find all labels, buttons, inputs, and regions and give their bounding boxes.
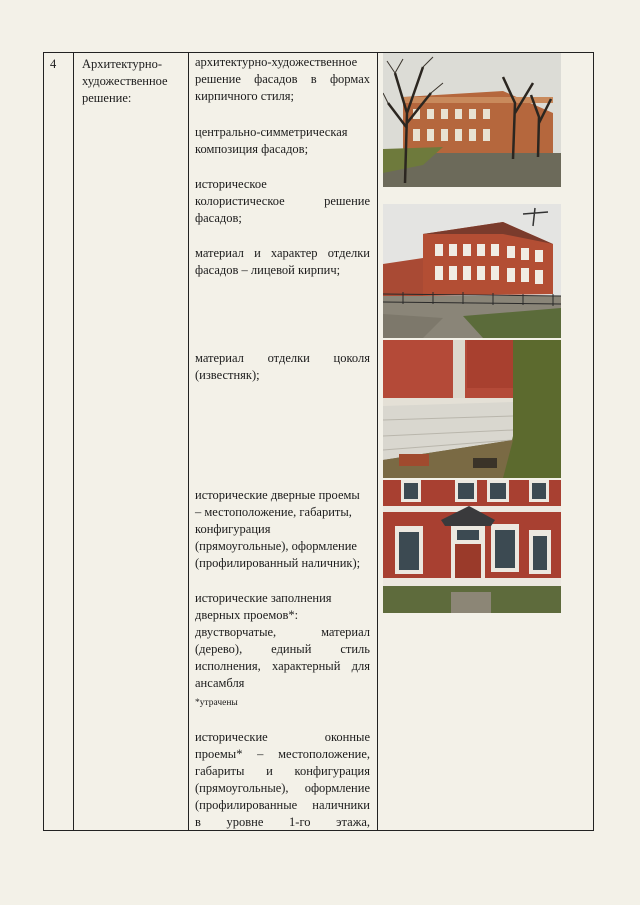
entrance-photo xyxy=(383,480,561,613)
item-line: решение фасадов в формах xyxy=(195,72,370,86)
item-line: центрально-симметрическая xyxy=(195,125,348,139)
item-line: исторические дверные проемы xyxy=(195,488,360,502)
item-line: композиция фасадов; xyxy=(195,142,309,156)
item-line: – местоположение, габариты, xyxy=(195,505,352,519)
item-line: (прямоугольные), оформление xyxy=(195,539,357,553)
item-door-openings xyxy=(195,487,373,572)
building-photo-1 xyxy=(383,53,561,187)
table-col-line-4 xyxy=(377,52,378,831)
item-line: (прямоугольные), оформление xyxy=(195,781,370,795)
item-line: архитектурно-художественное xyxy=(195,55,358,69)
building-photo-2 xyxy=(383,204,561,338)
item-plinth-material xyxy=(195,350,370,384)
item-line: (дерево), единый стиль xyxy=(195,642,370,656)
item-line: габариты и конфигурация xyxy=(195,764,370,778)
item-line: исторические заполнения xyxy=(195,591,332,605)
table-col-line-2 xyxy=(73,52,74,831)
item-line: колористическое решение xyxy=(195,194,370,208)
item-line: материал отделки цоколя xyxy=(195,351,370,365)
item-line: в уровне 1-го этажа, xyxy=(195,815,370,829)
row-heading-line: Архитектурно- xyxy=(82,57,163,71)
footnote-lost: *утрачены xyxy=(195,698,238,708)
item-line: кирпичного стиля; xyxy=(195,89,294,103)
row-heading-line: решение: xyxy=(82,91,132,105)
item-line: (профилированный наличник); xyxy=(195,556,361,570)
item-line: двустворчатые, материал xyxy=(195,625,370,639)
item-line: историческое xyxy=(195,177,267,191)
item-line: исторические оконные xyxy=(195,730,370,744)
item-symmetric-composition xyxy=(195,124,370,158)
plinth-photo xyxy=(383,340,561,478)
table-col-line-3 xyxy=(188,52,189,831)
item-line: ансамбля xyxy=(195,676,245,690)
item-line: (известняк); xyxy=(195,368,260,382)
item-line: проемы* – местоположение, xyxy=(195,747,370,761)
table-col-line-1 xyxy=(43,52,44,831)
row-number: 4 xyxy=(50,57,57,71)
item-line: фасадов – лицевой кирпич; xyxy=(195,263,341,277)
item-facade-material xyxy=(195,245,370,279)
row-heading-line: художественное xyxy=(82,74,168,88)
item-door-fillings xyxy=(195,590,370,712)
item-line: исполнения, характерный для xyxy=(195,659,370,673)
item-line: фасадов; xyxy=(195,211,242,225)
item-line: конфигурация xyxy=(195,522,271,536)
item-coloristic xyxy=(195,176,370,227)
row-heading xyxy=(82,56,182,107)
item-brick-style xyxy=(195,54,370,105)
item-line: дверных проемов*: xyxy=(195,608,299,622)
item-line: материал и характер отделки xyxy=(195,246,370,260)
item-line: (профилированные наличники xyxy=(195,798,370,812)
item-window-openings xyxy=(195,729,370,831)
table-col-line-5 xyxy=(593,52,594,831)
